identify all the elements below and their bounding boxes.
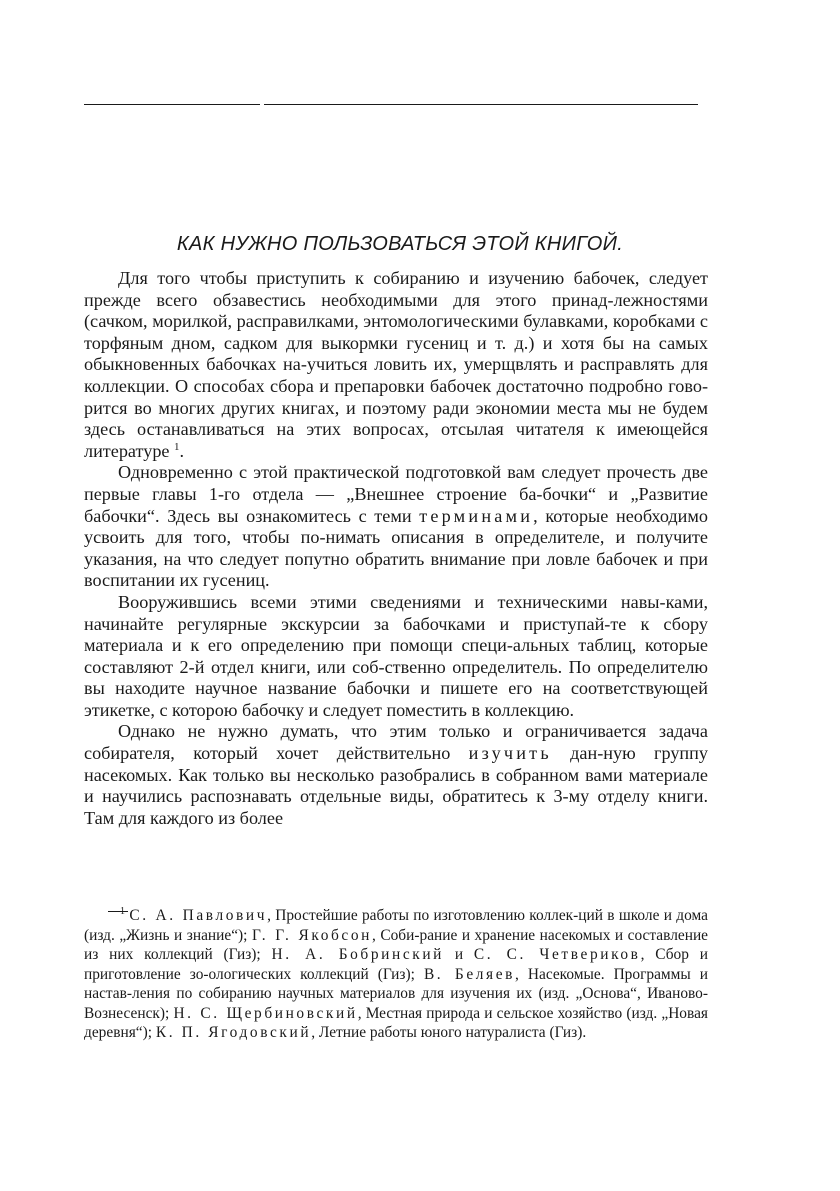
footnote-text: , Летние работы юного натуралиста (Гиз). [311, 1024, 587, 1041]
footnote-author: В. Беляев [423, 965, 516, 983]
paragraph-2-text-b: , которые необходимо усвоить для того, чтобы по-нимать описания в определителе, и получите указания, на что следует попутно обратить внимание при ловле бабочек и при воспитании их гусениц. [84, 505, 708, 591]
footnote-author: Г. Г. Якобсон [251, 926, 372, 944]
footnote-text: , Местная природа и сельское хозяйство (изд. „Новая деревня“); [84, 1004, 708, 1041]
footnote-text: , Насекомые. Программы и настав-ления по собиранию научных материалов для изучения их (изд. „Основа“, Иваново-Вознесенск); [84, 965, 708, 1022]
footnote-mark: 1 [120, 905, 125, 917]
body-text [84, 268, 708, 829]
footnote-author: Н. А. Бобринский [271, 946, 445, 963]
chapter-heading: КАК НУЖНО ПОЛЬЗОВАТЬСЯ ЭТОЙ КНИГОЙ. [176, 233, 624, 255]
paragraph-4 [84, 721, 708, 829]
top-rule-segment [264, 104, 698, 105]
footnote-author: С. А. Павлович [129, 907, 268, 924]
paragraph-2-text-a: Одновременно с этой практической подготовкой вам следует прочесть две первые главы 1-го отдела — „Внешнее строение ба-бочки“ и „Развитие бабочки“. Здесь вы ознакомитесь с теми [84, 462, 708, 526]
top-rule-segment [84, 104, 260, 105]
paragraph-4-text-b: дан-ную группу насекомых. Как только вы несколько разобрались в собранном вами материале и научились распознавать отдельные виды, обратитесь к 3-му отделу книги. Там для каждого из более [84, 743, 708, 828]
paragraph-1-end: . [179, 440, 185, 461]
paragraph-3-text: Вооружившись всеми этими сведениями и техническими навы-ками, начинайте регулярные экскурсии за бабочками и приступай-те к сбору материала и к его определению при помощи специ-альных таблиц, которые составляют 2-й отдел книги, или соб-ственно определитель. По определителю вы находите научное название бабочки и пишете его на соответствующей этикетке, с которою бабочку и следует поместить в коллекцию. [84, 591, 708, 720]
footnote-text: , Сбор и приготовление зо-ологических коллекций (Гиз); [84, 946, 708, 983]
footnote-author: С. С. Четвериков [473, 946, 641, 963]
footnote-author: Н. С. Щербиновский [173, 1004, 358, 1022]
paragraph-3 [84, 592, 708, 722]
paragraph-4-text-a: Однако не нужно думать, что этим только и ограничивается задача собирателя, который хочет действительно [84, 721, 708, 764]
footnote [84, 906, 708, 1043]
footnote-text: , Простейшие работы по изготовлению коллек-ций в школе и дома (изд. „Жизнь и знание“); [84, 907, 708, 944]
paragraph-2 [84, 462, 708, 592]
footnote-text: и [454, 946, 464, 963]
paragraph-1-text: Для того чтобы приступить к собиранию и изучению бабочек, следует прежде всего обзавестись необходимыми для этого принад-лежностями (сачком, морилкой, расправилками, энтомологическими булавками, коробками с торфяным дном, садком для выкормки гусениц и т. д.) и хотя бы на самых обыкновенных бабочках на-учиться ловить их, умерщвлять и расправлять для коллекции. О способах сбора и препаровки бабочек достаточно подробно гово-рится во многих других книгах, и поэтому ради экономии места мы не будем здесь останавливаться на этих вопросах, отсылая читателя к имеющейся литературе [84, 268, 708, 461]
footnote-author: К. П. Ягодовский [155, 1024, 312, 1041]
paragraph-2-spaced-term: терминами [419, 505, 534, 526]
footnote-text: , Соби-рание и хранение насекомых и составление из них коллекций (Гиз); [84, 926, 709, 963]
paragraph-1 [84, 268, 708, 462]
paragraph-4-spaced-term: изучить [468, 743, 552, 764]
footnote-reference: 1 [174, 440, 180, 453]
